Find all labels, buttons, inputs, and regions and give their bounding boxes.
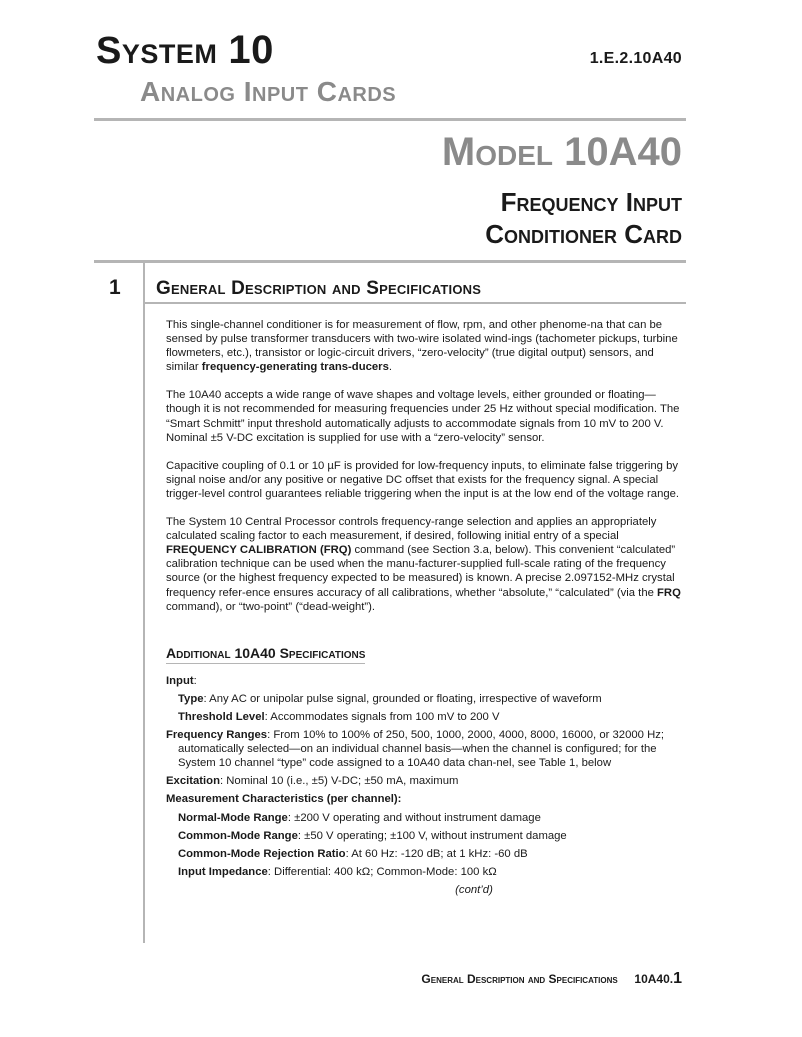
section-rule [145,302,686,304]
document-code: 1.E.2.10A40 [589,50,682,67]
section-title: General Description and Specifications [156,278,482,299]
system-number: 10 [228,28,274,72]
spec-type: Type: Any AC or unipolar pulse signal, grounded or floating, irrespective of waveform [178,692,602,705]
spec-input-impedance: Input Impedance: Differential: 400 kΩ; Common-Mode: 100 kΩ [178,865,497,878]
card-title-line2: Conditioner Card [485,219,682,249]
footer-page-number: 1 [673,970,682,987]
section-number: 1 [109,276,121,299]
page-footer [421,970,682,988]
paragraph-2: The 10A40 accepts a wide range of wave shapes and voltage levels, either grounded or floating—though it is not recommended for measuring frequencies under 25 Hz without special modification. The “Smart Schmitt” input threshold automatically adjusts to accommodate signals from 10 mV to 200 V. Nominal ±5 V-DC excitation is supplied for use with a “zero-velocity” sensor. [166,389,680,444]
paragraph-1: This single-channel conditioner is for measurement of flow, rpm, and other phenome-na that can be sensed by pulse transformer transducers with two-wire isolated wind-ings (tachometer pickups, turbine flowmeters, etc.), transistor or logic-circuit drivers, “zero-velocity” (true digital output) sensors, and similar frequency-generating trans-ducers. [166,319,678,374]
specs-heading: Additional 10A40 Specifications [166,646,365,664]
spec-normal-mode: Normal-Mode Range: ±200 V operating and without instrument damage [178,811,541,824]
header-rule [94,118,686,121]
subtitle: Analog Input Cards [140,76,397,107]
continued-note: (cont’d) [455,883,493,896]
section-side-bar [143,262,145,943]
model-rule [94,260,686,263]
body-content [166,318,682,897]
spec-common-mode: Common-Mode Range: ±50 V operating; ±100 V, without instrument damage [178,829,567,842]
footer-section: General Description and Specifications [421,972,618,986]
spec-measurement-characteristics: Measurement Characteristics (per channel): [166,793,402,806]
spec-frequency-ranges: Frequency Ranges: From 10% to 100% of 250, 500, 1000, 2000, 4000, 8000, 16000, or 32000 Hz; automatically selected—on an individual channel basis—when the channel is configured; for the System 10 channel “type” code assigned to a 10A40 data chan-nel, see Table 1, below [166,729,665,770]
spec-input: Input: [166,674,197,687]
paragraph-3: Capacitive coupling of 0.1 or 10 µF is provided for low-frequency inputs, to eliminate false triggering by signal noise and/or any positive or negative DC offset that exists for the frequency signal. A special trigger-level control guarantees reliable triggering when the input is at the low end of the voltage range. [166,459,680,500]
spec-excitation: Excitation: Nominal 10 (i.e., ±5) V-DC; ±50 mA, maximum [166,775,459,788]
card-title-line1: Frequency Input [500,187,682,217]
footer-page-prefix: 10A40. [634,972,674,986]
spec-cmrr: Common-Mode Rejection Ratio: At 60 Hz: -120 dB; at 1 kHz: -60 dB [178,847,528,860]
paragraph-4: The System 10 Central Processor controls frequency-range selection and applies an appropriately calculated scaling factor to each measurement, if desired, following initial entry of a special FREQUENCY CALIBRATION (FRQ) command (see Section 3.a, below). This convenient “calculated” calibration technique can be used when the manu-facturer-supplied full-scale rating of the frequency source (or the highest frequency expected to be measured) is known. A precise 2.097152-MHz crystal frequency refer-ence ensures accuracy of all calibrations, whether “absolute,” “calculated” (via the FRQ command), or “two-point” (“dead-weight”). [166,516,681,613]
system-title-text: System [96,30,218,72]
card-title [485,186,682,250]
spec-threshold: Threshold Level: Accommodates signals from 100 mV to 200 V [178,710,500,723]
system-title [96,30,274,70]
model-title: Model 10A40 [441,130,682,174]
